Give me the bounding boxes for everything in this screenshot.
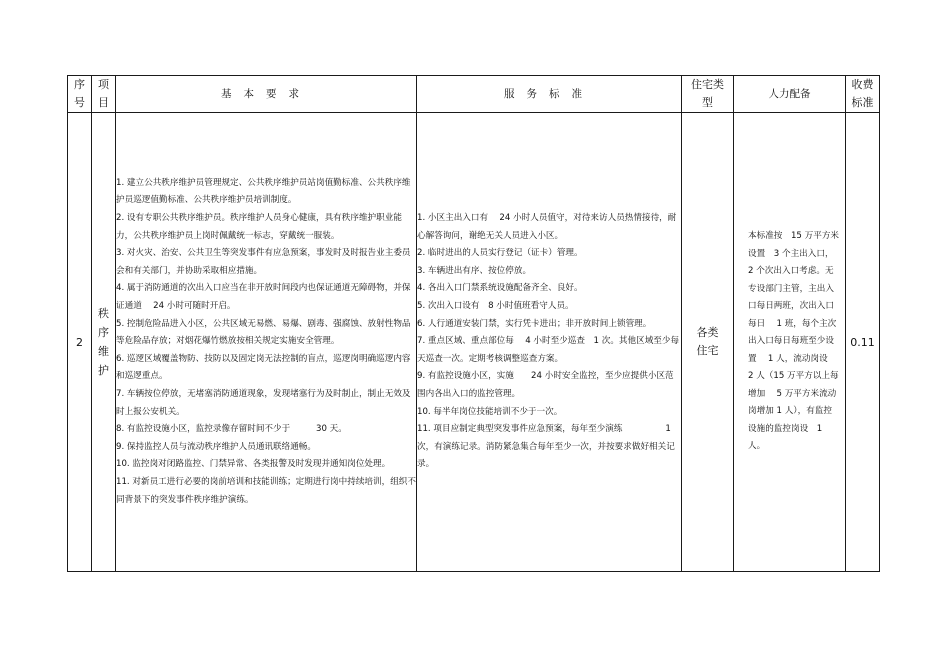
- list-item: 11. 项目应制定典型突发事件应急预案，每年至少演练 1 次，有演练记录。消防紧急集合每年至少一次，并按要求做好相关记录。: [417, 424, 675, 470]
- header-staffing: 人力配备: [734, 76, 846, 113]
- service-standard-list: [417, 210, 681, 474]
- header-item: 项目: [92, 76, 116, 113]
- list-item: 11. 对新员工进行必要的岗前培训和技能训练；定期进行岗中持续培训，组织不同背景下的突发事件秩序维护演练。: [116, 476, 416, 505]
- list-item: 5. 控制危险品进入小区，公共区域无易燃、易爆、剧毒、强腐蚀、放射性物品等危险品存放；对烟花爆竹燃放按相关规定实施安全管理。: [116, 318, 411, 347]
- list-item: 7. 重点区域、重点部位每 4 小时至少巡查 1 次。其他区域至少每天巡查一次。定期考核调整巡查方案。: [417, 336, 680, 364]
- header-housing-type: 住宅类型: [682, 76, 734, 113]
- list-item: 9. 保持监控人员与流动秩序维护人员通讯联络通畅。: [116, 441, 316, 452]
- list-item: 10. 监控岗对闭路监控、门禁异常、各类报警及时发现并通知岗位处理。: [116, 459, 391, 470]
- list-item: 6. 人行通道安装门禁，实行凭卡进出；非开放时间上锁管理。: [417, 318, 652, 329]
- list-item: 8. 有监控设施小区，监控录像存留时间不少于 30 天。: [116, 424, 347, 435]
- list-item: 4. 各出入口门禁系统设施配备齐全、良好。: [417, 283, 583, 294]
- basic-requirements-cell: [116, 113, 417, 572]
- staffing-text: 本标准按 15 万平方米设置 3 个主出入口， 2 个次出入口考虑。无专设部门主管，主出入口每日两班，次出入口每日 1 班，每个主次出入口每日每班至少设置 1 人，流动岗设 2 人（15 万平方以上每增加 5 万平方米流动岗增加 1 人），有监控设施的监控岗设 1 人。: [748, 231, 840, 452]
- list-item: 5. 次出入口设有 8 小时值班看守人员。: [417, 301, 574, 312]
- list-item: 6. 巡逻区域覆盖物防、技防以及固定岗无法控制的盲点，巡逻岗明确巡逻内容和巡逻重点。: [116, 353, 411, 382]
- housing-type-cell: 各类住宅: [682, 113, 734, 572]
- basic-requirements-list: [116, 175, 416, 509]
- list-item: 2. 设有专职公共秩序维护员。秩序维护人员身心健康，具有秩序维护职业能力，公共秩序维护员上岗时佩戴统一标志，穿戴统一服装。: [116, 213, 402, 241]
- header-fee-standard: 收费标准: [846, 76, 880, 113]
- list-item: 1. 小区主出入口有 24 小时人员值守，对待来访人员热情接待，耐心解答询问，谢绝无关人员进入小区。: [417, 213, 677, 241]
- service-standard-cell: [417, 113, 682, 572]
- table-row: [68, 113, 880, 572]
- row-item: 秩序维护: [92, 113, 116, 572]
- service-standard-table: [67, 75, 880, 572]
- staffing-cell: [734, 113, 846, 572]
- header-basic-requirements: 基本要求: [116, 76, 417, 113]
- row-seq: 2: [68, 113, 92, 572]
- list-item: 10. 每半年岗位技能培训不少于一次。: [417, 406, 563, 417]
- fee-standard-cell: 0.11: [846, 113, 880, 572]
- list-item: 4. 属于消防通道的次出入口应当在非开放时间段内也保证通道无障碍物，并保证通道 24 小时可随时开启。: [116, 283, 411, 312]
- header-seq: 序号: [68, 76, 92, 113]
- list-item: 9. 有监控设施小区，实施 24 小时安全监控，至少应提供小区范围内各出入口的监控管理。: [417, 371, 674, 399]
- header-service-standard: 服务标准: [417, 76, 682, 113]
- list-item: 3. 车辆进出有序、按位停放。: [417, 265, 532, 276]
- list-item: 7. 车辆按位停放，无堵塞消防通道现象，发现堵塞行为及时制止，制止无效及时上报公安机关。: [116, 388, 411, 417]
- list-item: 3. 对火灾、治安、公共卫生等突发事件有应急预案，事发时及时报告业主委员会和有关部门，并协助采取相应措施。: [116, 248, 411, 276]
- list-item: 1. 建立公共秩序维护员管理规定、公共秩序维护员站岗值勤标准、公共秩序维护员巡逻值勤标准、公共秩序维护员培训制度。: [116, 177, 411, 206]
- header-row: [68, 76, 880, 113]
- list-item: 2. 临时进出的人员实行登记（证卡）管理。: [417, 248, 583, 259]
